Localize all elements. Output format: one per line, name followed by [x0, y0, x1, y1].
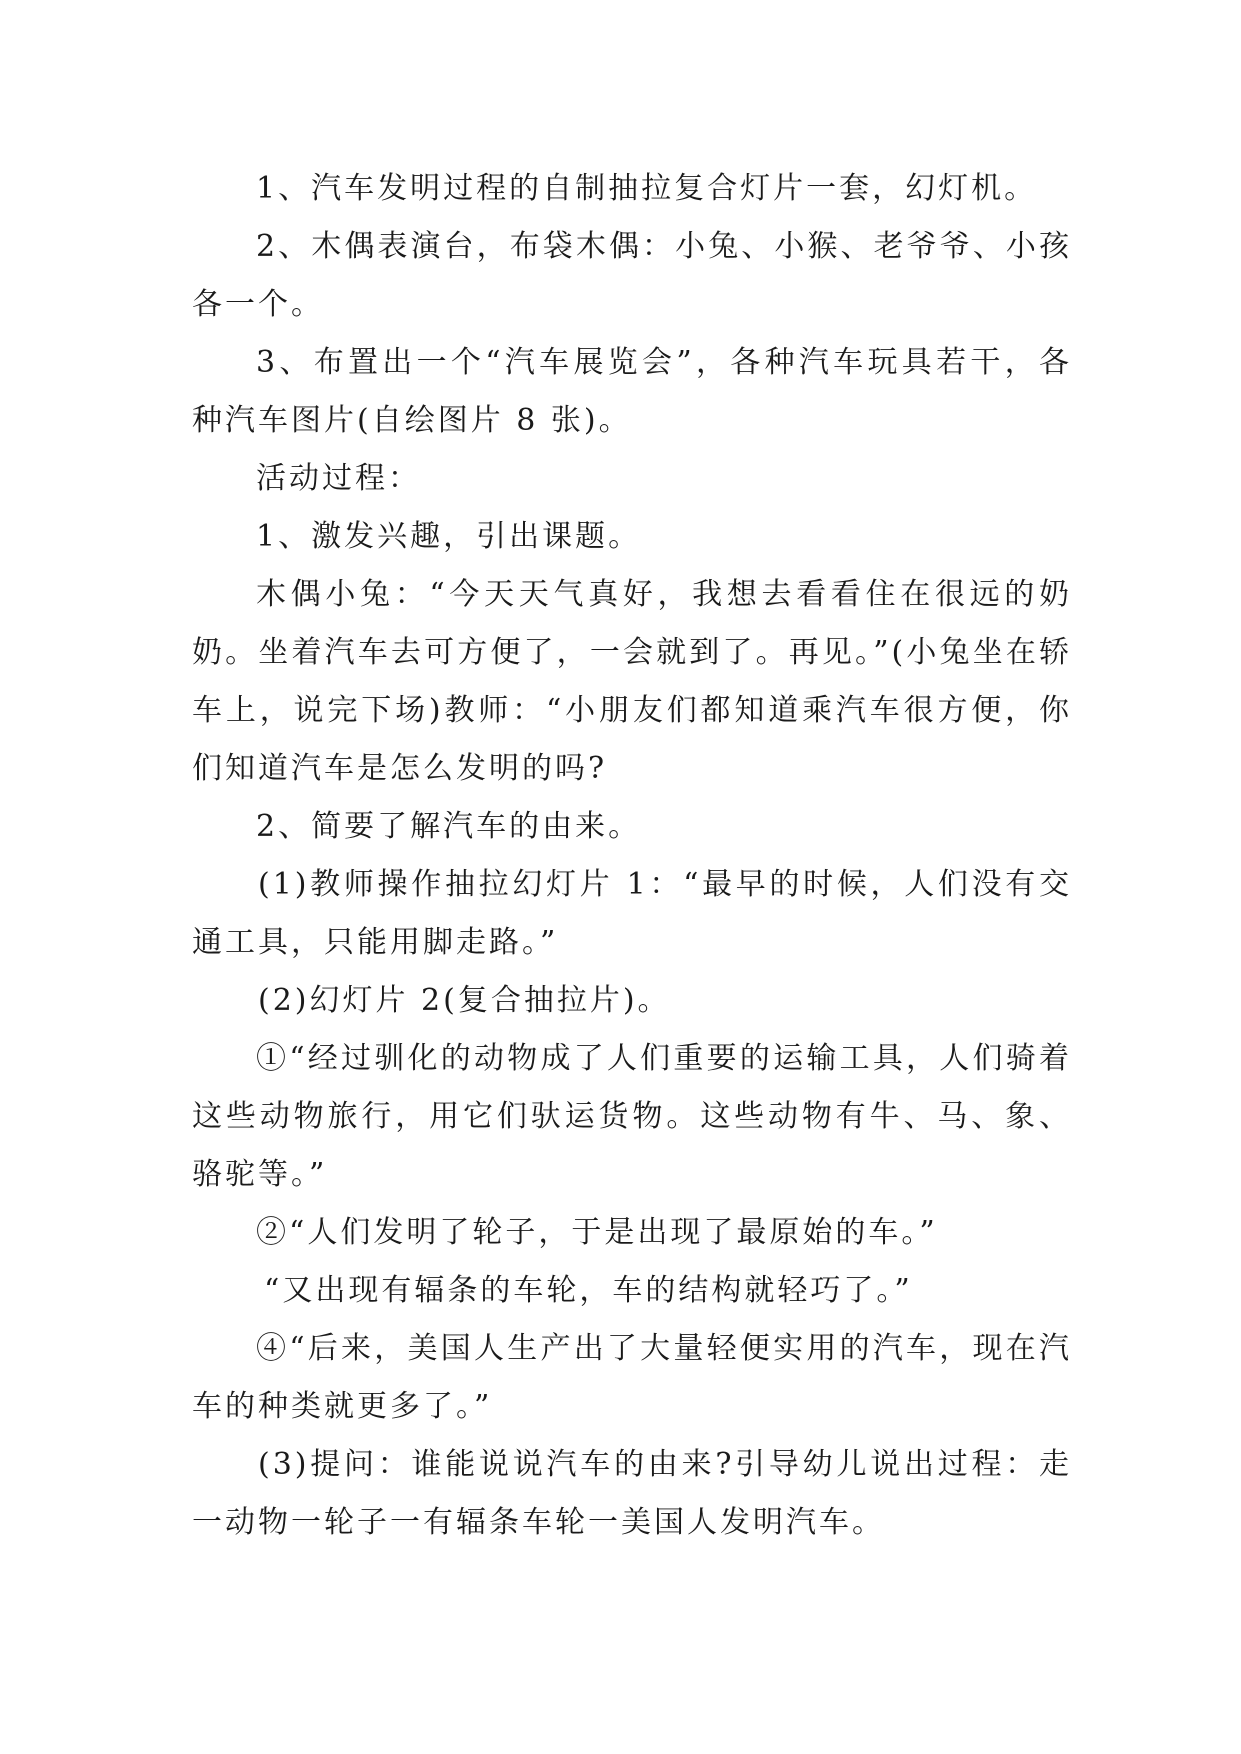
paragraph-materials-1: 1、汽车发明过程的自制抽拉复合灯片一套，幻灯机。	[256, 171, 1038, 206]
paragraph-slide-2-item-1: ①“经过驯化的动物成了人们重要的运输工具，人们骑着这些动物旅行，用它们驮运货物。这些动物有牛、马、象、骆驼等。”	[192, 1041, 1072, 1192]
paragraph-slide-2-item-4: ④“后来，美国人生产出了大量轻便实用的汽车，现在汽车的种类就更多了。”	[192, 1331, 1072, 1424]
paragraph-slide-1: (1)教师操作抽拉幻灯片 1：“最早的时候，人们没有交通工具，只能用脚走路。”	[192, 867, 1072, 960]
paragraph-slide-2-item-2: ②“人们发明了轮子，于是出现了最原始的车。”	[256, 1215, 938, 1250]
paragraph-slide-2-item-3: “又出现有辐条的车轮，车的结构就轻巧了。”	[264, 1273, 913, 1308]
paragraph-puppet-dialogue: 木偶小兔：“今天天气真好，我想去看看住在很远的奶奶。坐着汽车去可方便了，一会就到了。再见。”(小兔坐在轿车上，说完下场)教师：“小朋友们都知道乘汽车很方便，你们知道汽车是怎么发明的吗?	[192, 577, 1072, 786]
paragraph-materials-3: 3、布置出一个“汽车展览会”，各种汽车玩具若干，各种汽车图片(自绘图片 8 张)。	[192, 345, 1072, 438]
paragraph-question: (3)提问：谁能说说汽车的由来?引导幼儿说出过程：走一动物一轮子一有辐条车轮一美国人发明汽车。	[192, 1447, 1072, 1540]
section-heading-activity-process: 活动过程：	[256, 461, 421, 496]
paragraph-step-2: 2、简要了解汽车的由来。	[256, 809, 642, 844]
paragraph-materials-2: 2、木偶表演台，布袋木偶：小兔、小猴、老爷爷、小孩各一个。	[192, 229, 1072, 322]
document-body	[192, 160, 1072, 1552]
paragraph-step-1: 1、激发兴趣，引出课题。	[256, 519, 642, 554]
paragraph-slide-2: (2)幻灯片 2(复合抽拉片)。	[258, 983, 671, 1018]
